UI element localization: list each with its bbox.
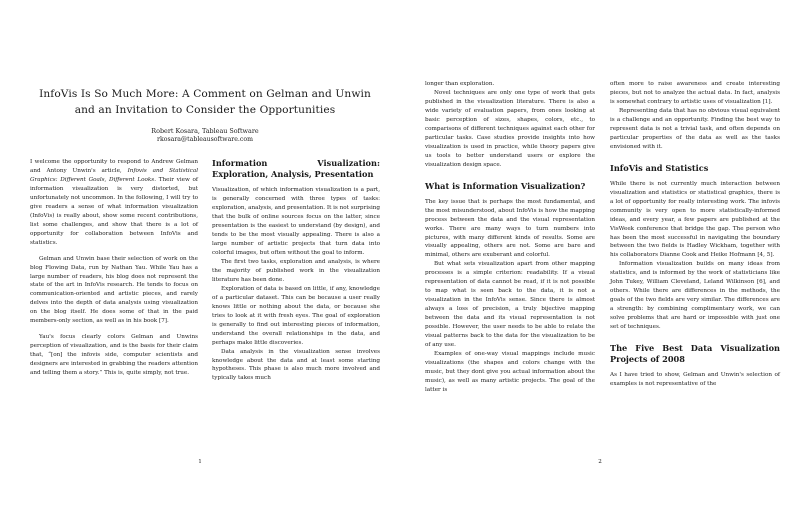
paragraph [30,255,198,327]
page-1-column-1 [30,158,198,383]
text-run: I welcome the opportunity to respond to Andrew Gelman and Antony Unwin's article, [30,159,198,175]
text-run: Yau's focus clearly colors Gelman and Unwins perception of visualization, and is the basis for their claim that, “[on] the infovis side, computer scientists and designers are interested in grabbing the readers attention and telling them a story.” This is, quite simply, not true. [30,334,198,377]
section-heading: Information Visualization: Exploration, Analysis, Presentation [212,158,380,180]
title-block [30,86,380,145]
paragraph [610,260,780,332]
paragraph [425,260,595,350]
text-run: . Their view of information visualization is very distorted, but unfortunately not uncommon. In the following, I will try to give readers a sense of what information visualization (InfoVis) is really about, show some recent contributions, list some challenges, and show that there is a lot of opportunity for collaboration between InfoVis and statistics. [30,176,198,246]
text-run: Novel techniques are only one type of work that gets published in the visualization literature. There is also a wide variety of evaluation papers, from ones looking at basic perception of sizes, shapes, colors, etc., to comparisons of different techniques against each other for particular tasks. Case studies provide insights into how visualization is used in practice, while theory papers give us tools to better understand users or explore the visualization design space. [425,89,595,168]
page-2-columns [425,80,780,395]
page-title [30,86,380,118]
paragraph [610,180,780,261]
text-run: Exploration of data is based on little, if any, knowledge of a particular dataset. This can be because a user really knows little or nothing about the data, or because she tries to look at it with fresh eyes. The goal of exploration is generally to find out interesting pieces of information, understand the overall relationships in the data, and perhaps make little discoveries. [212,285,380,346]
paragraph [425,89,595,170]
paragraph [212,285,380,348]
title-line-2: and an Invitation to Consider the Opportunities [74,104,336,117]
text-run: While there is not currently much interaction between visualization and statistics or statistical graphics, there is a lot of opportunity for really interesting work. The infovis community is very open to more statistically-informed ideas, and every year, a few papers are published at the VisWeek conference that bridge the gap. The person who has been the most successful in navigating the boundary between the two fields is Hadley Wickham, together with his collaborators Dianne Cook and Heike Hofmann [4, 5]. [610,180,780,259]
section-heading: InfoVis and Statistics [610,162,709,173]
page-1-columns [30,158,380,383]
paragraph [425,80,595,89]
text-run: Gelman and Unwin base their selection of work on the blog Flowing Data, run by Nathan Yau. While Yau has a large number of readers, his blog does not represent the state of the art in InfoVis research. He tends to focus on communication-oriented and artistic pieces, and rarely delves into the depth of data analysis using visualization on the blog itself. He does some of that in the paid members-only section, as well as in his book [7]. [30,255,198,325]
page-2-column-2 [610,80,780,395]
paragraph [610,107,780,152]
text-run: longer than exploration. [425,81,495,87]
paragraph [30,158,198,248]
author-email: rkosara@tableausoftware.com [157,136,253,144]
text-run: often more to raise awareness and create interesting pieces, but not to analyze the actual data. In fact, analysis is somewhat contrary to artistic uses of visualization [1]. [610,81,780,105]
paragraph [212,348,380,384]
page-2-body [425,80,780,395]
paragraph [30,333,198,378]
author-name: Robert Kosara, Tableau Software [151,127,259,136]
text-run: But what sets visualization apart from other mapping processes is a simple criterion: readability. If a visual representation of data cannot be read, if it is not possible to map what is seen back to the data, it is not a visualization in the InfoVis sense. Since there is almost always a loss of precision, a truly bijective mapping between the data and its visual representation is not possible. However, the user needs to be able to relate the visual patterns back to the data for the visualization to be of any use. [425,261,595,348]
page-number-2: 2 [598,459,602,465]
text-run: Representing data that has no obvious visual equivalent is a challenge and an opportunity. Finding the best way to represent data is not a trivial task, and often depends on particular properties of the data as well as the tasks envisioned with it. [610,107,780,150]
paragraph [425,198,595,261]
cited-title: Infovis and Statistical Graphics: Different Goals, Different Looks [30,168,198,183]
text-run: As I have tried to show, Gelman and Unwin's selection of examples is not representative of the [610,372,780,388]
text-run: The key issue that is perhaps the most fundamental, and the most misunderstood, about InfoVis is how the mapping process between the data and the visual representation works. There are many ways to turn numbers into pictures, with many different kinds of results. Some are visually appealing, others are not. Some are bare and minimal, others are exuberant and colorful. [425,198,595,259]
section-heading: What is Information Visualization? [425,180,586,191]
text-run: Visualization, of which information visualization is a part, is generally concerned with three types of tasks: exploration, analysis, and presentation. It is not surprising that the bulk of online sources focus on the latter, since presentation is the easiest to understand (by design), and tends to be the most visually appealing. There is also a large number of artistic projects that turn data into colorful images, but often without the goal to inform. [212,187,380,257]
page-1-column-2 [212,158,380,383]
text-run: Information visualization builds on many ideas from statistics, and is informed by the work of statisticians like John Tukey, William Cleveland, Leland Wilkinson [6], and others. While there are differences in the methods, the goals of the two fields are very similar. The differences are a strength: by combining complimentary work, we can solve problems that are hard or impossible with just one set of techniques. [610,261,780,331]
text-run: Data analysis in the visualization sense involves knowledge about the data and at least some starting hypotheses. This phase is also much more involved and typically takes much [212,348,380,382]
page-2 [400,0,800,517]
paragraph [212,258,380,285]
text-run: The first two tasks, exploration and analysis, is where the majority of published work in the visualization literature has been done. [212,259,380,283]
paragraph [425,350,595,395]
page-2-column-1 [425,80,595,395]
page-1-body [30,86,380,383]
paragraph [610,80,780,107]
page-number-1: 1 [198,459,202,465]
paragraph [610,371,780,389]
section-heading: The Five Best Data Visualization Projects of 2008 [610,342,780,365]
title-line-1: InfoVis Is So Much More: A Comment on Gelman and Unwin [39,88,371,100]
paragraph [212,186,380,258]
text-run: Examples of one-way visual mappings include music visualizations (the shapes and colors change with the music, but they dont give you actual information about the music), as well as many artistic projects. The goal of the latter is [425,350,595,393]
